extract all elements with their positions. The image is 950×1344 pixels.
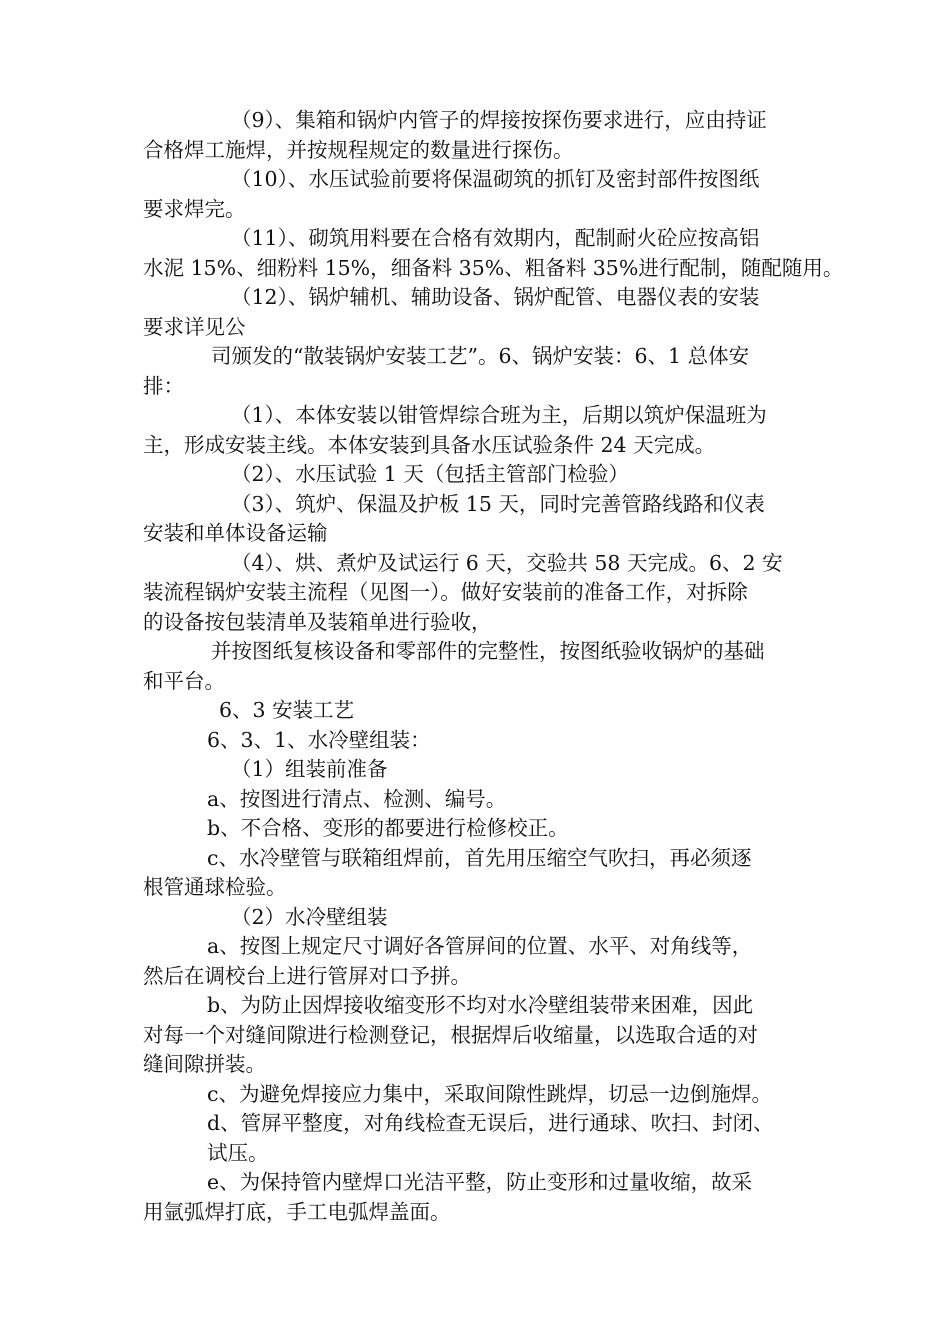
item-heading: （1）组装前准备	[231, 757, 388, 781]
list-item: a、按图进行清点、检测、编号。	[207, 786, 507, 811]
paragraph-line: 对每一个对缝间隙进行检测登记，根据焊后收缩量，以选取合适的对	[143, 1022, 758, 1047]
paragraph-line: 缝间隙拼装。	[143, 1052, 266, 1076]
list-item: b、不合格、变形的都要进行检修校正。	[207, 816, 569, 840]
paragraph-line: （12）、锅炉辅机、辅助设备、锅炉配管、电器仪表的安装	[231, 285, 760, 309]
paragraph-line: （11）、砌筑用料要在合格有效期内，配制耐火砼应按高铝	[231, 226, 760, 250]
paragraph-line: 排：	[143, 373, 184, 398]
list-item: e、为保持管内壁焊口光洁平整，防止变形和过量收缩，故采	[207, 1170, 753, 1194]
paragraph-line: 用氩弧焊打底，手工电弧焊盖面。	[143, 1199, 451, 1224]
document-body	[143, 106, 844, 1227]
paragraph-line: 然后在调校台上进行管屏对口予拼。	[143, 963, 471, 988]
paragraph-line: 试压。	[207, 1140, 269, 1165]
paragraph-line: 和平台。	[143, 668, 225, 693]
paragraph-line: 合格焊工施焊，并按规程规定的数量进行探伤。	[143, 137, 574, 162]
paragraph-line: （9）、集箱和锅炉内管子的焊接按探伤要求进行，应由持证	[231, 108, 767, 132]
paragraph-line: 根管通球检验。	[143, 875, 287, 899]
paragraph-line: 的设备按包装清单及装箱单进行验收，	[143, 609, 492, 634]
list-item: c、为避免焊接应力集中，采取间隙性跳焊，切忌一边倒施焊。	[207, 1081, 772, 1106]
paragraph-line: 并按图纸复核设备和零部件的完整性，按图纸验收锅炉的基础	[211, 639, 765, 663]
paragraph-line: 装流程锅炉安装主流程（见图一）。做好安装前的准备工作，对拆除	[143, 580, 748, 604]
paragraph-line: 水泥 15%、细粉料 15%，细备料 35%、粗备料 35%进行配制，随配随用。	[143, 255, 844, 280]
item-heading: （2）水冷壁组装	[231, 904, 388, 929]
paragraph-line: 主，形成安装主线。本体安装到具备水压试验条件 24 天完成。	[143, 432, 716, 457]
paragraph-line: （3）、筑炉、保温及护板 15 天，同时完善管路线路和仪表	[231, 491, 765, 516]
subsection-heading: 6、3、1、水冷壁组装：	[207, 727, 431, 752]
paragraph-line: 安装和单体设备运输	[143, 521, 328, 545]
paragraph-line: （4）、烘、煮炉及试运行 6 天，交验共 58 天完成。6、2 安	[231, 550, 783, 575]
paragraph-line: 要求详见公	[143, 314, 246, 339]
list-item: c、水冷壁管与联箱组焊前，首先用压缩空气吹扫，再必须逐	[207, 845, 752, 870]
list-item: b、为防止因焊接收缩变形不均对水冷壁组装带来困难，因此	[207, 993, 754, 1017]
paragraph-line: （1）、本体安装以钳管焊综合班为主，后期以筑炉保温班为	[231, 403, 767, 427]
paragraph-line: （2）、水压试验 1 天（包括主管部门检验）	[231, 462, 629, 486]
paragraph-line: 要求焊完。	[143, 196, 246, 221]
paragraph-line: 司颁发的“散装锅炉安装工艺”。6、锅炉安装：6、1 总体安	[211, 344, 750, 368]
paragraph-line: （10）、水压试验前要将保温砌筑的抓钉及密封部件按图纸	[231, 167, 760, 191]
list-item: d、管屏平整度，对角线检查无误后，进行通球、吹扫、封闭、	[207, 1111, 774, 1135]
list-item: a、按图上规定尺寸调好各管屏间的位置、水平、对角线等，	[207, 934, 753, 958]
section-heading: 6、3 安装工艺	[219, 698, 355, 722]
